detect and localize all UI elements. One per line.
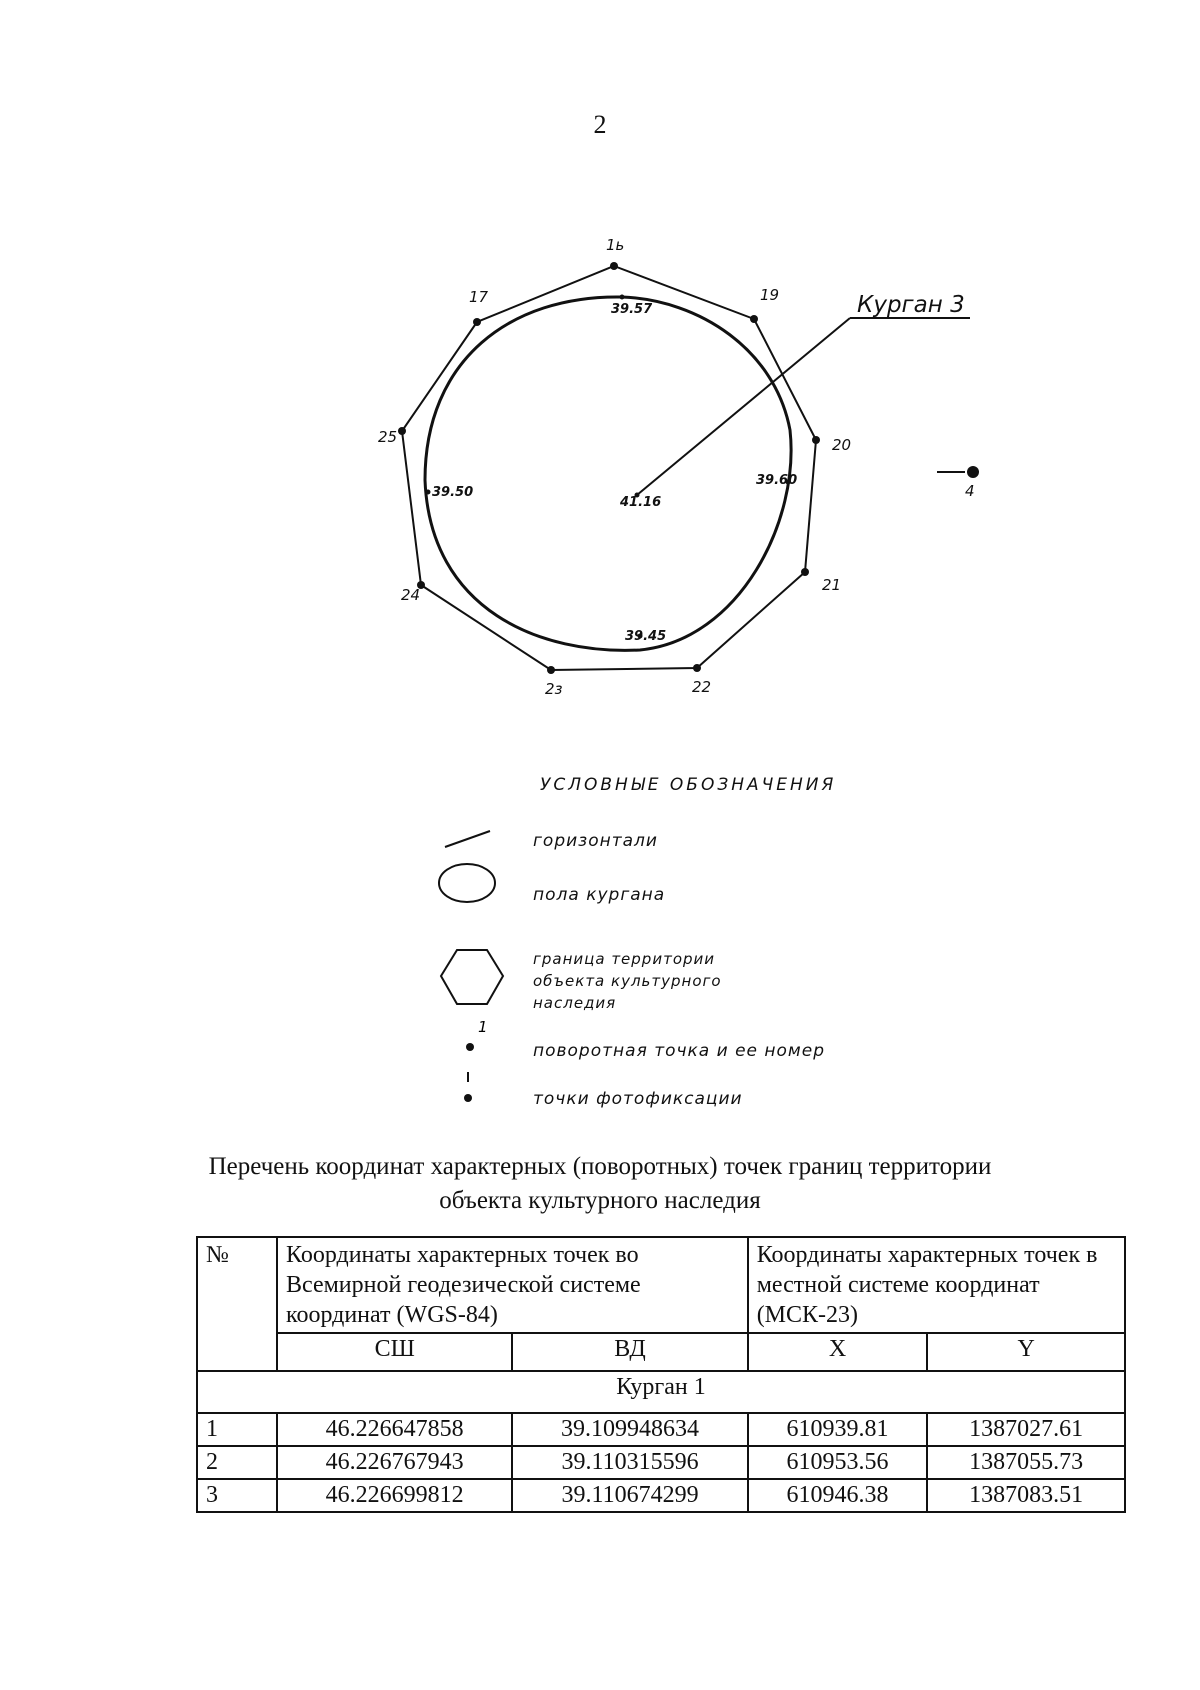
- caption-line-1: Перечень координат характерных (поворотных) точек границ территории: [208, 1153, 992, 1180]
- point-label-20: 20: [832, 436, 852, 454]
- point-label-24: 24: [401, 586, 421, 604]
- group-label: Курган 1: [197, 1371, 1125, 1413]
- cell-number: 2: [197, 1446, 277, 1479]
- coordinates-table: [196, 1236, 1126, 1513]
- legend-photo-points-label: точки фотофиксации: [533, 1089, 743, 1109]
- elevation-right: 39.60: [756, 473, 798, 488]
- point-label-22: 22: [692, 678, 712, 696]
- header-number: №: [197, 1237, 277, 1371]
- table-row: [197, 1413, 1125, 1446]
- point-label-25: 25: [378, 428, 398, 446]
- cell-lat: 46.226699812: [277, 1479, 512, 1512]
- legend-mound-symbol: [439, 864, 495, 902]
- legend-boundary-symbol: [441, 950, 503, 1004]
- elevation-top: 39.57: [611, 302, 653, 317]
- cell-lon: 39.110315596: [512, 1446, 747, 1479]
- cell-x: 610953.56: [748, 1446, 928, 1479]
- legend-boundary-label-1: граница территории: [533, 950, 716, 968]
- cell-lon: 39.109948634: [512, 1413, 747, 1446]
- photo-point-label: 4: [965, 482, 975, 500]
- object-label: Курган 3: [857, 292, 965, 318]
- legend-title: УСЛОВНЫЕ ОБОЗНАЧЕНИЯ: [540, 775, 837, 795]
- cell-x: 610939.81: [748, 1413, 928, 1446]
- point-label-23: 2з: [545, 680, 563, 698]
- table-row: [197, 1446, 1125, 1479]
- cell-x: 610946.38: [748, 1479, 928, 1512]
- table-group-row: [197, 1371, 1125, 1413]
- header-wgs84: Координаты характерных точек во Всемирной геодезической системе координат (WGS-84): [277, 1237, 748, 1333]
- caption-line-2: объекта культурного наследия: [439, 1187, 761, 1214]
- table-caption: [150, 1150, 1050, 1218]
- cell-number: 1: [197, 1413, 277, 1446]
- cell-lon: 39.110674299: [512, 1479, 747, 1512]
- subheader-y: Y: [927, 1333, 1125, 1371]
- cell-y: 1387055.73: [927, 1446, 1125, 1479]
- subheader-lat: СШ: [277, 1333, 512, 1371]
- cell-number: 3: [197, 1479, 277, 1512]
- header-msk23: Координаты характерных точек в местной системе координат (МСК-23): [748, 1237, 1125, 1333]
- legend-turn-point-symbol: [466, 1043, 474, 1051]
- elevation-center: 41.16: [620, 495, 662, 510]
- elevation-bottom: 39.45: [625, 629, 667, 644]
- legend-turn-point-number: 1: [478, 1018, 488, 1036]
- point-label-21: 21: [822, 576, 842, 594]
- legend-boundary-label-3: наследия: [533, 994, 617, 1012]
- point-label-18: 1ь: [606, 236, 625, 254]
- legend-contours-label: горизонтали: [533, 831, 658, 851]
- subheader-x: X: [748, 1333, 928, 1371]
- point-label-19: 19: [760, 286, 780, 304]
- legend-mound-label: пола кургана: [533, 885, 666, 905]
- legend-turn-point-label: поворотная точка и ее номер: [533, 1041, 825, 1061]
- subheader-lon: ВД: [512, 1333, 747, 1371]
- cell-y: 1387027.61: [927, 1413, 1125, 1446]
- cell-y: 1387083.51: [927, 1479, 1125, 1512]
- legend-photo-point-symbol: [464, 1094, 472, 1102]
- cell-lat: 46.226767943: [277, 1446, 512, 1479]
- legend-contour-symbol: [445, 831, 490, 847]
- page-number: 2: [593, 110, 607, 139]
- point-label-17: 17: [469, 288, 489, 306]
- table-subheader-row: [197, 1333, 1125, 1371]
- elevation-left: 39.50: [432, 485, 474, 500]
- cell-lat: 46.226647858: [277, 1413, 512, 1446]
- table-header-row: [197, 1237, 1125, 1333]
- table-row: [197, 1479, 1125, 1512]
- legend-boundary-label-2: объекта культурного: [533, 972, 722, 990]
